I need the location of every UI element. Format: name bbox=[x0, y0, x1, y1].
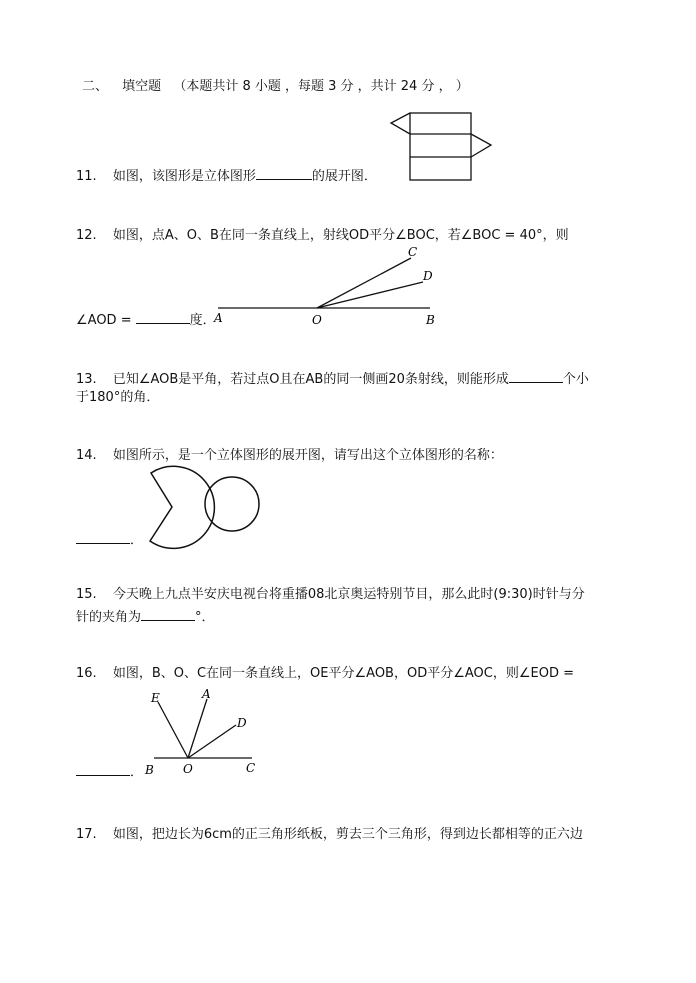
question-16-answer bbox=[76, 762, 143, 782]
q13-text-line2: 于180°的角． bbox=[76, 390, 160, 405]
q12-answer-blank[interactable] bbox=[136, 310, 190, 324]
question-11 bbox=[76, 166, 377, 186]
question-14-answer bbox=[76, 530, 143, 550]
q12-label-d: D bbox=[423, 269, 433, 283]
q14-answer-blank[interactable] bbox=[76, 530, 130, 544]
q16-label-b: B bbox=[145, 763, 154, 777]
q17-number: 17. bbox=[76, 827, 97, 842]
q12-label-o: O bbox=[312, 313, 322, 327]
section-number: 二、 bbox=[82, 79, 109, 94]
q15-text-line2-a: 针的夹角为 bbox=[76, 610, 142, 625]
q17-text-line1: 如图，把边长为6cm的正三角形纸板，剪去三个三角形，得到边长都相等的正六边 bbox=[112, 827, 583, 842]
q12-label-c: C bbox=[408, 245, 418, 259]
q13-text-line1-b: 个小 bbox=[562, 372, 589, 387]
q15-answer-blank[interactable] bbox=[141, 607, 195, 621]
q15-text-line1: 今天晚上九点半安庆电视台将重播08北京奥运特别节目，那么此时(9:30)时针与分 bbox=[112, 587, 585, 602]
q14-cone-net-figure bbox=[140, 462, 270, 548]
question-16-line1 bbox=[76, 665, 574, 683]
q16-answer-blank[interactable] bbox=[76, 762, 130, 776]
q12-label-a: A bbox=[214, 311, 223, 325]
question-13-line1 bbox=[76, 369, 589, 389]
question-17-line1 bbox=[76, 826, 583, 844]
question-12-line2 bbox=[76, 310, 216, 330]
question-15-line1 bbox=[76, 586, 585, 604]
q16-end: ． bbox=[130, 765, 144, 780]
q12-text-line2-a: ∠AOD = bbox=[76, 313, 132, 328]
q11-number: 11. bbox=[76, 169, 97, 184]
q13-answer-blank[interactable] bbox=[509, 369, 563, 383]
q16-label-e: E bbox=[151, 691, 160, 705]
q12-angle-figure bbox=[210, 240, 440, 330]
q16-label-a: A bbox=[202, 687, 211, 701]
q11-text-a: 如图，该图形是立体图形 bbox=[112, 169, 256, 184]
q16-label-d: D bbox=[237, 716, 247, 730]
section-title: 填空题 bbox=[122, 79, 162, 94]
q15-text-line2-b: °． bbox=[195, 610, 215, 625]
q11-answer-blank[interactable] bbox=[256, 166, 312, 180]
q12-label-b: B bbox=[426, 313, 435, 327]
question-15-line2 bbox=[76, 607, 215, 627]
q16-angle-figure bbox=[140, 685, 270, 780]
q13-text-line1-a: 已知∠AOB是平角，若过点O且在AB的同一侧画20条射线，则能形成 bbox=[112, 372, 509, 387]
q12-text-line2-b: 度． bbox=[189, 313, 216, 328]
q16-label-c: C bbox=[246, 761, 256, 775]
q14-number: 14. bbox=[76, 448, 97, 463]
q11-text-b: 的展开图． bbox=[311, 169, 377, 184]
q16-number: 16. bbox=[76, 666, 97, 681]
q16-label-o: O bbox=[183, 762, 193, 776]
q11-prism-net-figure bbox=[388, 110, 498, 184]
q15-number: 15. bbox=[76, 587, 97, 602]
q13-number: 13. bbox=[76, 372, 97, 387]
q12-number: 12. bbox=[76, 228, 97, 243]
section-info: （本题共计 8 小题 ，每题 3 分 ，共计 24 分 ， ） bbox=[173, 79, 469, 94]
q14-text-line1: 如图所示，是一个立体图形的展开图，请写出这个立体图形的名称： bbox=[112, 448, 503, 463]
q12-text-line1: 如图，点A、O、B在同一条直线上，射线OD平分∠BOC，若∠BOC = 40°，则 bbox=[112, 228, 569, 243]
section-header bbox=[82, 78, 469, 96]
q16-text-line1: 如图，B、O、C在同一条直线上，OE平分∠AOB，OD平分∠AOC，则∠EOD = bbox=[112, 666, 574, 681]
q14-end: ． bbox=[130, 533, 144, 548]
